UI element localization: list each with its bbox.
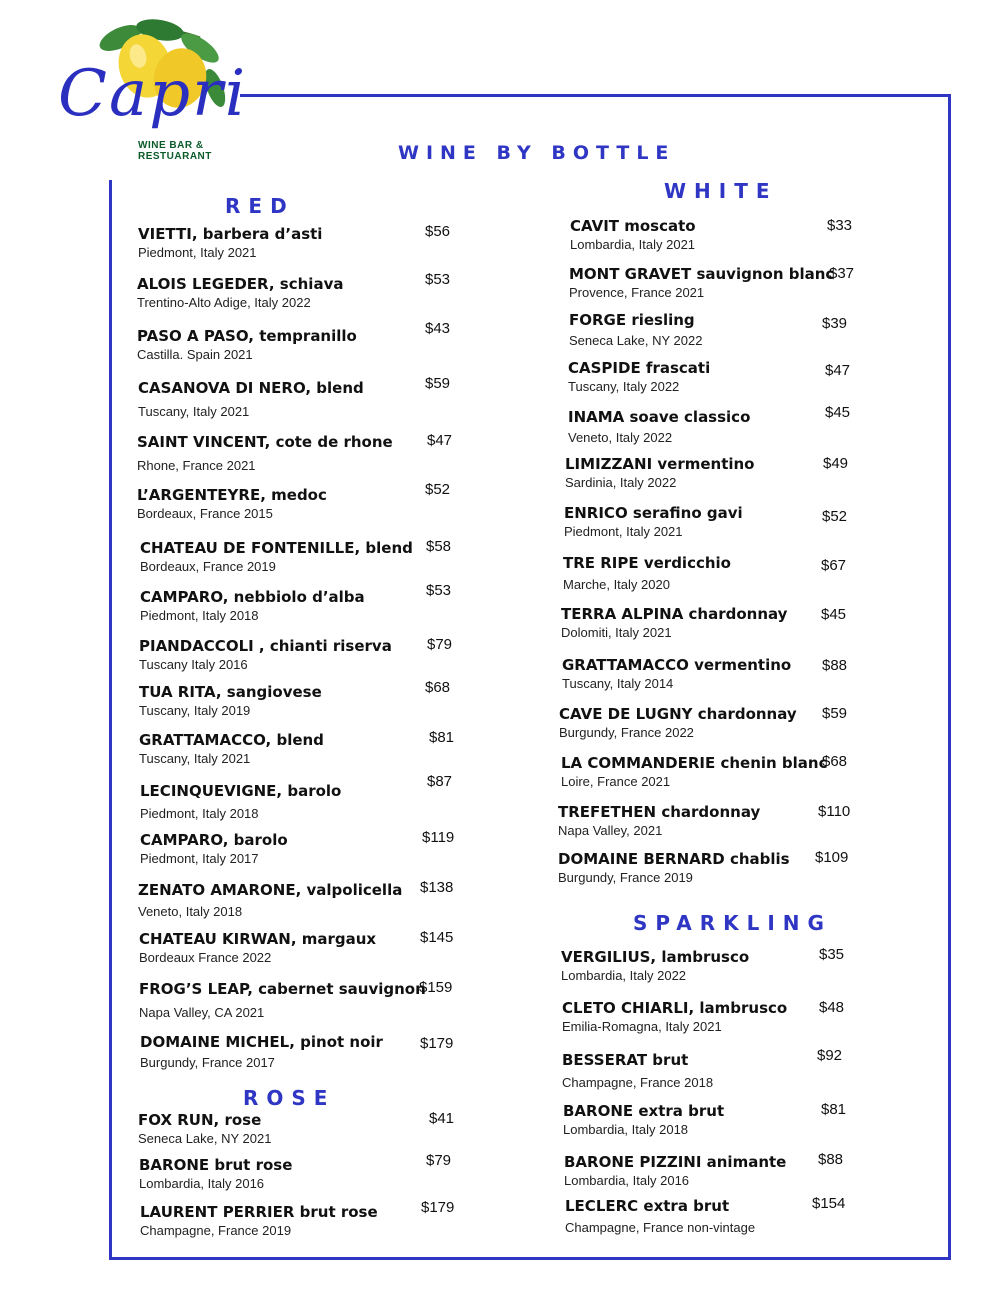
wine-item <box>559 705 797 741</box>
wine-item <box>564 1153 786 1189</box>
wine-price: $110 <box>818 803 851 820</box>
wine-item <box>139 1156 292 1192</box>
wine-price: $68 <box>425 679 451 696</box>
wine-origin: Veneto, Italy 2018 <box>138 904 243 919</box>
wine-item <box>561 948 749 984</box>
wine-origin: Emilia-Romagna, Italy 2021 <box>562 1019 722 1034</box>
wine-price: $179 <box>421 1199 455 1216</box>
wine-price: $39 <box>822 315 848 332</box>
wine-price: $37 <box>829 265 855 282</box>
section-heading-sparkling: SPARKLING <box>633 911 832 935</box>
wine-origin: Marche, Italy 2020 <box>563 577 670 592</box>
wine-price: $53 <box>426 582 452 599</box>
wine-price: $33 <box>827 217 853 234</box>
wine-origin: Lombardia, Italy 2018 <box>563 1122 689 1137</box>
wine-price: $58 <box>426 538 452 555</box>
wine-name: PASO A PASO, tempranillo <box>137 327 357 345</box>
wine-name: CLETO CHIARLI, lambrusco <box>562 999 788 1017</box>
wine-origin: Veneto, Italy 2022 <box>568 430 673 445</box>
wine-name: L’ARGENTEYRE, medoc <box>137 486 327 504</box>
section-heading-white: WHITE <box>664 179 778 203</box>
wine-name: LECINQUEVIGNE, barolo <box>140 782 342 800</box>
wine-name: TRE RIPE verdicchio <box>563 554 731 572</box>
wine-item <box>563 1102 724 1138</box>
wine-name: SAINT VINCENT, cote de rhone <box>137 433 393 451</box>
wine-price: $45 <box>821 606 847 623</box>
wine-origin: Bordeaux France 2022 <box>139 950 272 965</box>
wine-price: $154 <box>812 1195 846 1212</box>
wine-price: $52 <box>822 508 848 525</box>
wine-name: LIMIZZANI vermentino <box>565 455 755 473</box>
wine-item <box>137 327 357 363</box>
wine-item <box>137 275 343 311</box>
wine-price: $138 <box>420 879 454 896</box>
wine-origin: Bordeaux, France 2019 <box>140 559 276 574</box>
wine-origin: Lombardia, Italy 2016 <box>139 1176 265 1191</box>
wine-origin: Champagne, France non-vintage <box>565 1220 756 1235</box>
wine-origin: Lombardia, Italy 2022 <box>561 968 687 983</box>
wine-name: PIANDACCOLI , chianti riserva <box>139 637 392 655</box>
wine-origin: Champagne, France 2019 <box>140 1223 292 1238</box>
wine-item <box>138 881 402 920</box>
wine-name: FORGE riesling <box>569 311 695 329</box>
wine-origin: Burgundy, France 2017 <box>140 1055 275 1070</box>
wine-price: $67 <box>821 557 847 574</box>
wine-item <box>137 433 393 474</box>
wine-origin: Tuscany, Italy 2021 <box>138 404 250 419</box>
wine-name: LECLERC extra brut <box>565 1197 730 1215</box>
wine-item <box>561 605 787 641</box>
wine-origin: Tuscany Italy 2016 <box>139 657 248 672</box>
wine-name: MONT GRAVET sauvignon blanc <box>569 265 835 283</box>
wine-price: $81 <box>821 1101 847 1118</box>
wine-origin: Provence, France 2021 <box>569 285 705 300</box>
wine-name: CASPIDE frascati <box>568 359 711 377</box>
wine-name: BESSERAT brut <box>562 1051 689 1069</box>
wine-price: $43 <box>425 320 451 337</box>
wine-price: $59 <box>425 375 451 392</box>
wine-price: $159 <box>419 979 453 996</box>
wine-price: $45 <box>825 404 851 421</box>
page-title: WINE BY BOTTLE <box>398 142 676 164</box>
wine-name: TUA RITA, sangiovese <box>139 683 322 701</box>
wine-name: CHATEAU DE FONTENILLE, blend <box>140 539 413 557</box>
wine-name: ENRICO serafino gavi <box>564 504 743 522</box>
wine-origin: Piedmont, Italy 2021 <box>138 245 257 260</box>
wine-origin: Napa Valley, CA 2021 <box>139 1005 265 1020</box>
wine-origin: Tuscany, Italy 2019 <box>139 703 251 718</box>
wine-price: $79 <box>427 636 453 653</box>
wine-price: $53 <box>425 271 451 288</box>
wine-name: DOMAINE MICHEL, pinot noir <box>140 1033 383 1051</box>
wine-name: FROG’S LEAP, cabernet sauvignon <box>139 980 426 998</box>
wine-origin: Piedmont, Italy 2017 <box>140 851 259 866</box>
wine-name: CAMPARO, barolo <box>140 831 288 849</box>
wine-price: $88 <box>818 1151 844 1168</box>
wine-item <box>140 1033 383 1071</box>
wine-item <box>140 831 288 867</box>
wine-origin: Napa Valley, 2021 <box>558 823 663 838</box>
wine-name: CHATEAU KIRWAN, margaux <box>139 930 377 948</box>
capri-logo <box>50 8 250 183</box>
wine-price: $47 <box>825 362 851 379</box>
wine-price: $35 <box>819 946 845 963</box>
wine-name: INAMA soave classico <box>568 408 751 426</box>
wine-name: CAMPARO, nebbiolo d’alba <box>140 588 365 606</box>
wine-name: BARONE extra brut <box>563 1102 725 1120</box>
logo-subtitle <box>138 140 212 162</box>
wine-price: $145 <box>420 929 454 946</box>
wine-name: GRATTAMACCO vermentino <box>562 656 792 674</box>
wine-origin: Rhone, France 2021 <box>137 458 256 473</box>
wine-item <box>138 379 364 420</box>
wine-item <box>558 803 760 839</box>
logo-subtitle-line-1: WINE BAR & <box>138 140 204 151</box>
wine-origin: Dolomiti, Italy 2021 <box>561 625 672 640</box>
wine-price: $48 <box>819 999 845 1016</box>
wine-name: FOX RUN, rose <box>138 1111 262 1129</box>
wine-item <box>569 265 834 301</box>
wine-name: LAURENT PERRIER brut rose <box>140 1203 378 1221</box>
wine-item <box>564 504 743 540</box>
wine-item <box>570 217 696 253</box>
wine-item <box>140 539 413 575</box>
wine-item <box>568 408 750 446</box>
wine-item <box>565 455 755 491</box>
wine-price: $179 <box>420 1035 454 1052</box>
wine-item <box>140 782 341 822</box>
wine-name: VIETTI, barbera d’asti <box>138 225 323 243</box>
wine-price: $119 <box>422 829 455 846</box>
wine-origin: Loire, France 2021 <box>561 774 671 789</box>
wine-origin: Seneca Lake, NY 2022 <box>569 333 703 348</box>
wine-name: CAVIT moscato <box>570 217 696 235</box>
wine-item <box>139 683 322 719</box>
wine-item <box>138 225 322 261</box>
wine-price: $81 <box>429 729 455 746</box>
wine-price: $68 <box>822 753 848 770</box>
wine-name: DOMAINE BERNARD chablis <box>558 850 790 868</box>
wine-item <box>569 311 702 349</box>
wine-price: $56 <box>425 223 451 240</box>
section-heading-rose: ROSE <box>243 1086 336 1110</box>
wine-origin: Champagne, France 2018 <box>562 1075 714 1090</box>
wine-name: ALOIS LEGEDER, schiava <box>137 275 344 293</box>
wine-item <box>565 1197 755 1236</box>
wine-item <box>139 637 392 673</box>
wine-item <box>563 554 731 593</box>
wine-price: $52 <box>425 481 451 498</box>
wine-origin: Sardinia, Italy 2022 <box>565 475 677 490</box>
wine-origin: Piedmont, Italy 2018 <box>140 608 259 623</box>
wine-origin: Seneca Lake, NY 2021 <box>138 1131 272 1146</box>
section-heading-red: RED <box>225 194 295 218</box>
wine-item <box>562 1051 713 1091</box>
wine-item <box>561 754 828 790</box>
wine-origin: Lombardia, Italy 2016 <box>564 1173 690 1188</box>
wine-origin: Tuscany, Italy 2021 <box>139 751 251 766</box>
wine-price: $49 <box>823 455 849 472</box>
wine-name: LA COMMANDERIE chenin blanc <box>561 754 828 772</box>
wine-name: GRATTAMACCO, blend <box>139 731 324 749</box>
wine-name: TREFETHEN chardonnay <box>558 803 761 821</box>
wine-price: $59 <box>822 705 848 722</box>
wine-item <box>138 1111 271 1147</box>
wine-item <box>139 930 376 966</box>
wine-name: TERRA ALPINA chardonnay <box>561 605 788 623</box>
wine-name: CAVE DE LUGNY chardonnay <box>559 705 797 723</box>
wine-item <box>140 588 365 624</box>
wine-price: $88 <box>822 657 848 674</box>
logo-subtitle-line-2: RESTUARANT <box>138 151 212 162</box>
wine-item <box>558 850 790 886</box>
wine-name: BARONE PIZZINI animante <box>564 1153 787 1171</box>
wine-price: $47 <box>427 432 453 449</box>
wine-name: VERGILIUS, lambrusco <box>561 948 750 966</box>
wine-item <box>568 359 710 395</box>
wine-price: $92 <box>817 1047 843 1064</box>
wine-price: $109 <box>815 849 849 866</box>
wine-item <box>562 999 787 1035</box>
wine-origin: Trentino-Alto Adige, Italy 2022 <box>137 295 311 310</box>
wine-origin: Burgundy, France 2019 <box>558 870 693 885</box>
wine-origin: Tuscany, Italy 2014 <box>562 676 674 691</box>
wine-item <box>139 731 324 767</box>
wine-item <box>140 1203 378 1239</box>
wine-origin: Piedmont, Italy 2018 <box>140 806 259 821</box>
wine-item <box>137 486 327 522</box>
wine-origin: Tuscany, Italy 2022 <box>568 379 680 394</box>
wine-name: CASANOVA DI NERO, blend <box>138 379 364 397</box>
wine-name: ZENATO AMARONE, valpolicella <box>138 881 403 899</box>
wine-price: $79 <box>426 1152 452 1169</box>
wine-price: $41 <box>429 1110 455 1127</box>
wine-origin: Piedmont, Italy 2021 <box>564 524 683 539</box>
wine-origin: Burgundy, France 2022 <box>559 725 694 740</box>
wine-item <box>139 980 426 1021</box>
wine-item <box>562 656 791 692</box>
wine-origin: Bordeaux, France 2015 <box>137 506 273 521</box>
logo-wordmark: Capri <box>58 57 248 131</box>
wine-origin: Castilla. Spain 2021 <box>137 347 253 362</box>
wine-price: $87 <box>427 773 453 790</box>
wine-name: BARONE brut rose <box>139 1156 293 1174</box>
wine-origin: Lombardia, Italy 2021 <box>570 237 696 252</box>
